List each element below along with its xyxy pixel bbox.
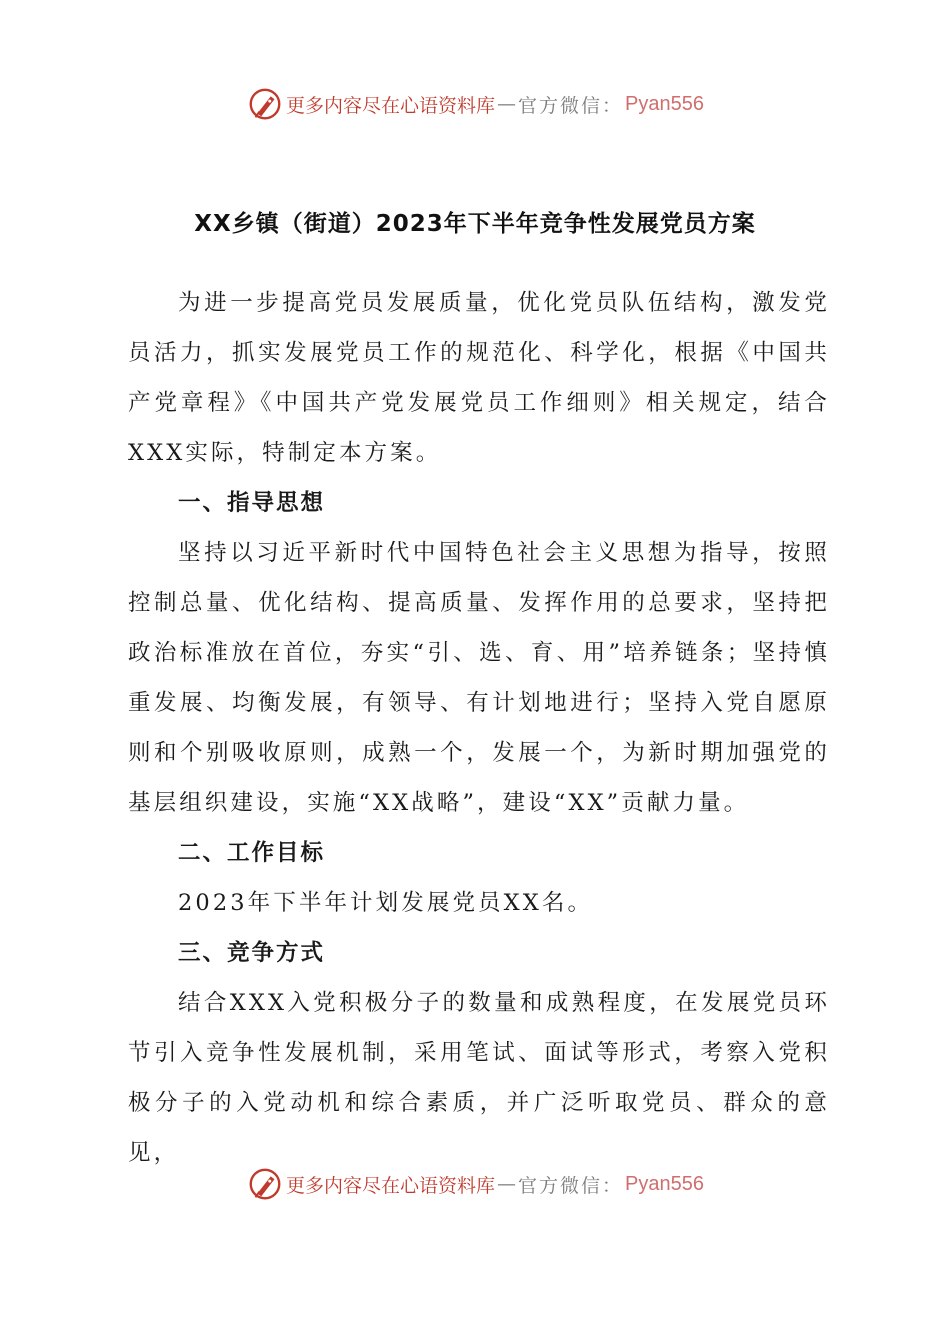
document-title: XX乡镇（街道）2023年下半年竞争性发展党员方案 [194, 211, 756, 237]
fountain-pen-logo-icon [246, 85, 284, 123]
intro-paragraph: 为进一步提高党员发展质量，优化党员队伍结构，激发党员活力，抓实发展党员工作的规范化、科学化，根据《中国共产党章程》《中国共产党发展党员工作细则》相关规定，结合XXX实际，特制定本方案。 [128, 290, 830, 466]
fountain-pen-logo-icon [246, 1165, 284, 1203]
watermark-slogan: 更多内容尽在心语资料库 [286, 94, 496, 117]
section-heading-competition-method: 三、竞争方式 [178, 940, 326, 966]
watermark-dash: — [497, 1173, 517, 1195]
watermark-wechat-label: 官方微信： [518, 94, 624, 117]
watermark-wechat-id: Pyan556 [625, 92, 704, 115]
section-paragraph-competition-method: 结合XXX入党积极分子的数量和成熟程度，在发展党员环节引入竞争性发展机制，采用笔试、面试等形式，考察入党积极分子的入党动机和综合素质，并广泛听取党员、群众的意见， [128, 990, 830, 1166]
watermark-wechat-label: 官方微信： [518, 1174, 624, 1197]
section-paragraph-work-goal: 2023年下半年计划发展党员XX名。 [178, 890, 594, 916]
watermark-slogan: 更多内容尽在心语资料库 [286, 1174, 496, 1197]
watermark-wechat-id: Pyan556 [625, 1172, 704, 1195]
document-body [128, 278, 830, 1178]
section-heading-work-goal: 二、工作目标 [178, 840, 326, 866]
watermark-dash: — [497, 93, 517, 115]
footer-watermark [0, 1162, 950, 1206]
section-paragraph-guiding-ideology: 坚持以习近平新时代中国特色社会主义思想为指导，按照控制总量、优化结构、提高质量、发挥作用的总要求，坚持把政治标准放在首位，夯实“引、选、育、用”培养链条；坚持慎重发展、均衡发展，有领导、有计划地进行；坚持入党自愿原则和个别吸收原则，成熟一个，发展一个，为新时期加强党的基层组织建设，实施“XX战略”，建设“XX”贡献力量。 [128, 540, 830, 816]
section-heading-guiding-ideology: 一、指导思想 [178, 490, 326, 516]
header-watermark [0, 82, 950, 126]
